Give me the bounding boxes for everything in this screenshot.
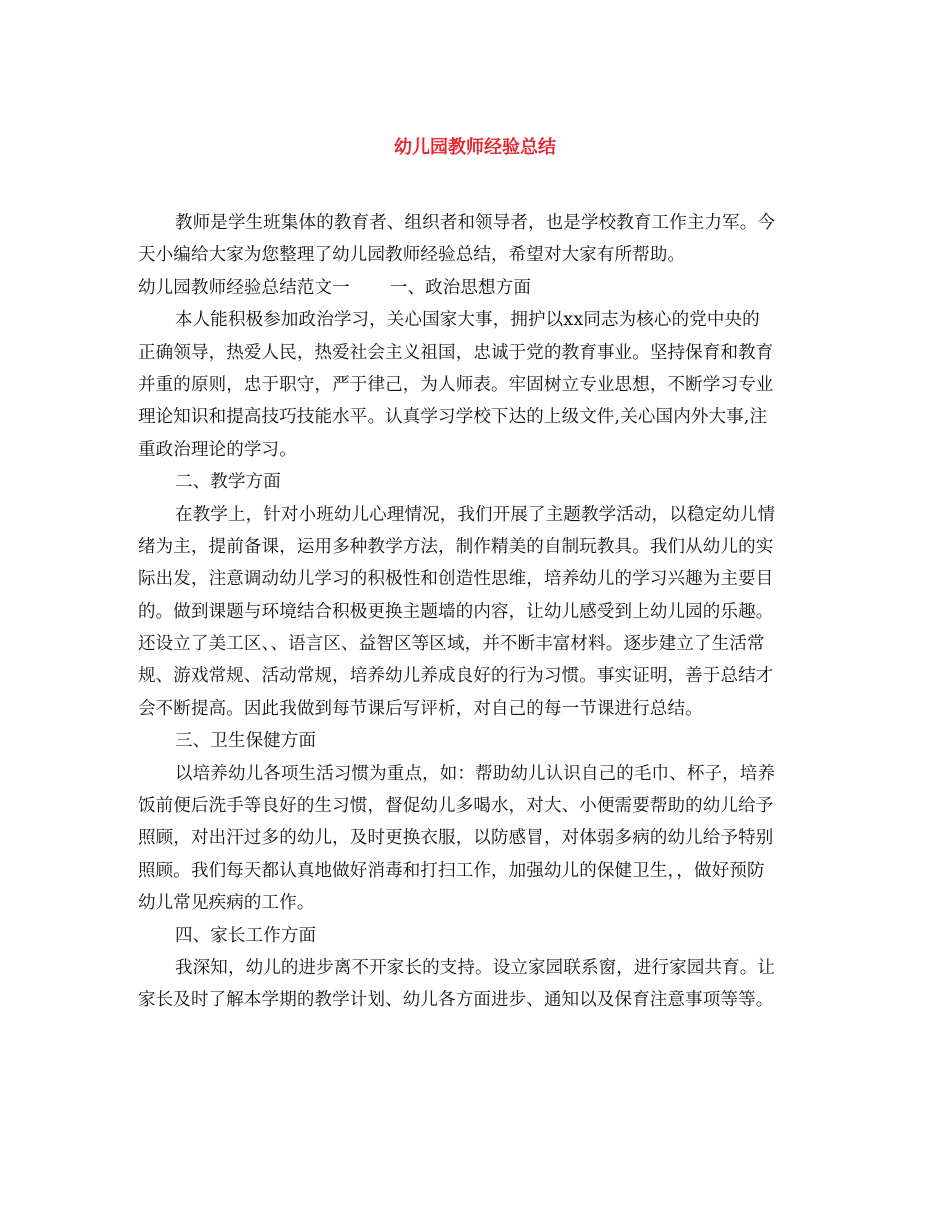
section2-line-3: 际出发，注意调动幼儿学习的积极性和创造性思维，培养幼儿的学习兴趣为主要目: [138, 569, 774, 590]
document-title: 幼儿园教师经验总结: [394, 137, 556, 158]
section1-heading: 一、政治思想方面: [389, 277, 532, 298]
section2-line-5: 还设立了美工区、、语言区、益智区等区域，并不断丰富材料。逐步建立了生活常: [138, 634, 765, 655]
section3-line-3: 照顾，对出汗过多的幼儿，及时更换衣服，以防感冒，对体弱多病的幼儿给予特别: [138, 828, 774, 849]
section2-line-2: 绪为主，提前备课，运用多种教学方法，制作精美的自制玩教具。我们从幼儿的实: [138, 536, 774, 557]
section2-line-1: 在教学上，针对小班幼儿心理情况，我们开展了主题教学活动，以稳定幼儿情: [175, 504, 776, 525]
intro-line-2: 天小编给大家为您整理了幼儿园教师经验总结，希望对大家有所帮助。: [138, 245, 686, 266]
section1-line-4: 理论知识和提高技巧技能水平。认真学习学校下达的上级文件,关心国内外大事,注: [138, 407, 768, 428]
section3-line-2: 饭前便后洗手等良好的生习惯，督促幼儿多喝水，对大、小便需要帮助的幼儿给予: [138, 796, 774, 817]
example-heading: 幼儿园教师经验总结范文一: [138, 277, 350, 298]
section4-line-2: 家长及时了解本学期的教学计划、幼儿各方面进步、通知以及保育注意事项等等。: [138, 990, 774, 1011]
section1-line-2: 正确领导，热爱人民，热爱社会主义祖国，忠诚于党的教育事业。坚持保育和教育: [138, 342, 774, 363]
section1-line-5: 重政治理论的学习。: [138, 439, 297, 460]
section2-line-4: 的。做到课题与环境结合积极更换主题墙的内容，让幼儿感受到上幼儿园的乐趣。: [138, 601, 774, 622]
example-heading-row: [138, 272, 814, 304]
section1-line-1: 本人能积极参加政治学习，关心国家大事，拥护以xx同志为核心的党中央的: [175, 310, 760, 331]
section2-heading: 二、教学方面: [175, 472, 281, 493]
document-body: [138, 207, 814, 1017]
section4-line-1: 我深知，幼儿的进步离不开家长的支持。设立家园联系窗，进行家园共育。让: [175, 957, 776, 978]
section4-heading: 四、家长工作方面: [175, 925, 317, 946]
section3-line-4: 照顾。我们每天都认真地做好消毒和打扫工作，加强幼儿的保健卫生，，做好预防: [138, 860, 765, 881]
section1-line-3: 并重的原则，忠于职守，严于律己，为人师表。牢固树立专业思想，不断学习专业: [138, 374, 774, 395]
section3-line-1: 以培养幼儿各项生活习惯为重点，如：帮助幼儿认识自己的毛巾、杯子，培养: [175, 763, 776, 784]
section2-line-6: 规、游戏常规、活动常规，培养幼儿养成良好的行为习惯。事实证明，善于总结才: [138, 666, 774, 687]
intro-line-1: 教师是学生班集体的教育者、组织者和领导者，也是学校教育工作主力军。今: [175, 213, 776, 233]
section3-heading: 三、卫生保健方面: [175, 731, 317, 752]
section2-line-7: 会不断提高。因此我做到每节课后写评析，对自己的每一节课进行总结。: [138, 698, 703, 719]
section3-line-5: 幼儿常见疾病的工作。: [138, 893, 315, 914]
